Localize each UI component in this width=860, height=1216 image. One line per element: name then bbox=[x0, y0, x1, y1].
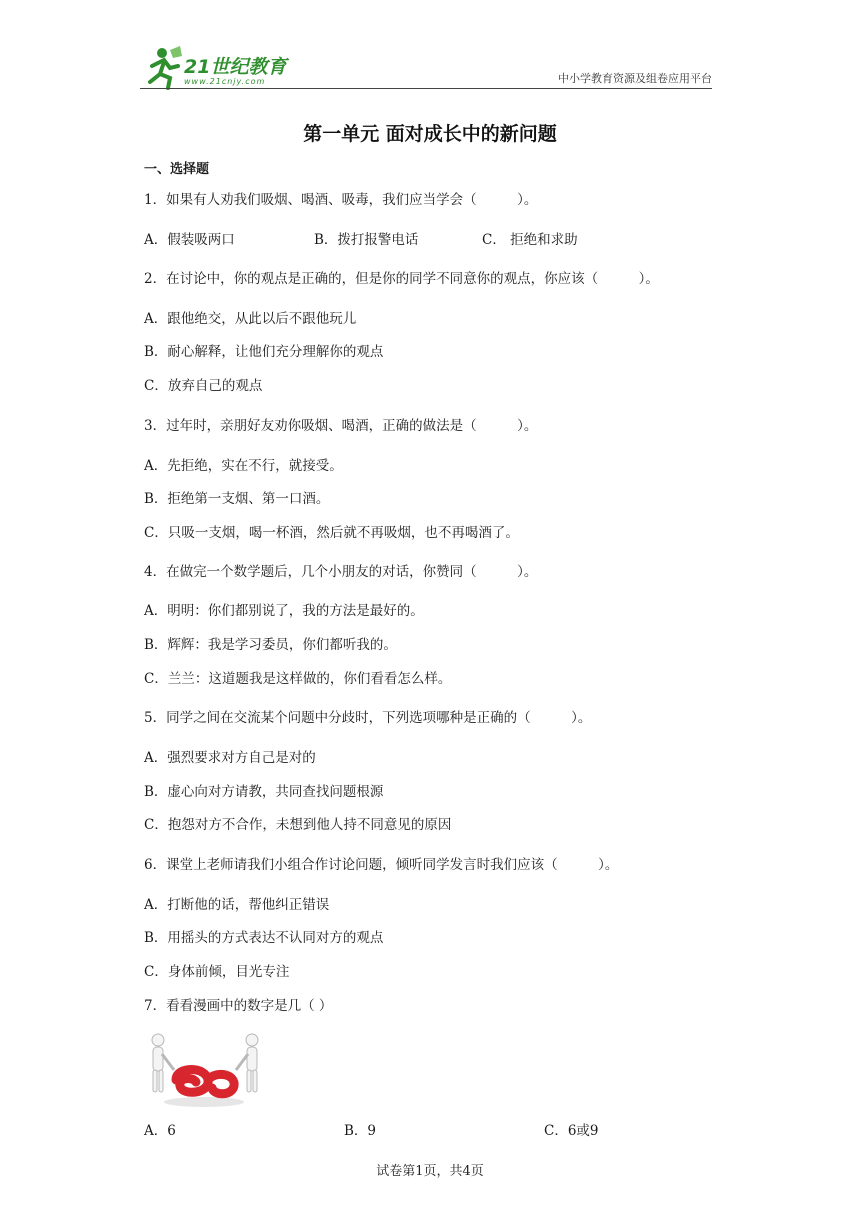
page-footer: 试卷第1页，共4页 bbox=[376, 1164, 484, 1179]
question-1-option-a[interactable]: A．假装吸两口 bbox=[144, 232, 235, 248]
section-heading: 一、选择题 bbox=[144, 162, 210, 177]
question-4-stem: 4．在做完一个数学题后，几个小朋友的对话，你赞同（ ）。 bbox=[144, 564, 538, 580]
question-7-stem: 7．看看漫画中的数字是几（ ） bbox=[144, 998, 333, 1014]
question-4-option-b[interactable]: B．辉辉：我是学习委员，你们都听我的。 bbox=[144, 637, 397, 653]
question-5-option-c[interactable]: C．抱怨对方不合作，未想到他人持不同意见的原因 bbox=[144, 817, 452, 833]
question-2-option-c[interactable]: C．放弃自己的观点 bbox=[144, 378, 263, 394]
question-4-option-c[interactable]: C．兰兰：这道题我是这样做的，你们看看怎么样。 bbox=[144, 671, 452, 687]
question-7-option-b[interactable]: B．9 bbox=[344, 1123, 377, 1139]
comic-illustration bbox=[146, 1030, 266, 1110]
question-3-option-c[interactable]: C．只吸一支烟，喝一杯酒，然后就不再吸烟，也不再喝酒了。 bbox=[144, 525, 519, 541]
page-title: 第一单元 面对成长中的新问题 bbox=[303, 123, 557, 145]
site-logo[interactable] bbox=[140, 44, 340, 90]
header-divider bbox=[140, 88, 712, 89]
question-7-option-c[interactable]: C．6或9 bbox=[544, 1123, 599, 1139]
question-5-stem: 5．同学之间在交流某个问题中分歧时，下列选项哪种是正确的（ ）。 bbox=[144, 710, 592, 726]
question-1-option-c[interactable]: C． 拒绝和求助 bbox=[482, 232, 578, 248]
question-7-option-a[interactable]: A．6 bbox=[144, 1123, 176, 1139]
question-6-option-a[interactable]: A．打断他的话，帮他纠正错误 bbox=[144, 897, 330, 913]
question-3-option-a[interactable]: A．先拒绝，实在不行，就接受。 bbox=[144, 458, 343, 474]
question-1-stem: 1．如果有人劝我们吸烟、喝酒、吸毒，我们应当学会（ ）。 bbox=[144, 192, 538, 208]
platform-name: 中小学教育资源及组卷应用平台 bbox=[558, 72, 712, 85]
question-6-option-c[interactable]: C．身体前倾，目光专注 bbox=[144, 964, 290, 980]
question-2-stem: 2．在讨论中，你的观点是正确的，但是你的同学不同意你的观点，你应该（ ）。 bbox=[144, 271, 659, 287]
logo-text: 21世纪教育 bbox=[184, 56, 287, 78]
question-5-option-a[interactable]: A．强烈要求对方自己是对的 bbox=[144, 750, 316, 766]
number-six-nine-figures-icon bbox=[146, 1030, 266, 1110]
question-2-option-b[interactable]: B．耐心解释，让他们充分理解你的观点 bbox=[144, 344, 384, 360]
question-6-option-b[interactable]: B．用摇头的方式表达不认同对方的观点 bbox=[144, 930, 384, 946]
question-4-option-a[interactable]: A．明明：你们都别说了，我的方法是最好的。 bbox=[144, 603, 424, 619]
logo-url: www.21cnjy.com bbox=[184, 77, 266, 86]
question-2-option-a[interactable]: A．跟他绝交，从此以后不跟他玩儿 bbox=[144, 311, 357, 327]
question-3-option-b[interactable]: B．拒绝第一支烟、第一口酒。 bbox=[144, 491, 330, 507]
runner-logo-icon bbox=[140, 44, 184, 90]
question-5-option-b[interactable]: B．虚心向对方请教，共同查找问题根源 bbox=[144, 784, 384, 800]
question-1-option-b[interactable]: B．拨打报警电话 bbox=[314, 232, 419, 248]
question-6-stem: 6．课堂上老师请我们小组合作讨论问题，倾听同学发言时我们应该（ ）。 bbox=[144, 857, 619, 873]
page-header bbox=[140, 40, 712, 90]
question-3-stem: 3．过年时，亲朋好友劝你吸烟、喝酒，正确的做法是（ ）。 bbox=[144, 418, 538, 434]
